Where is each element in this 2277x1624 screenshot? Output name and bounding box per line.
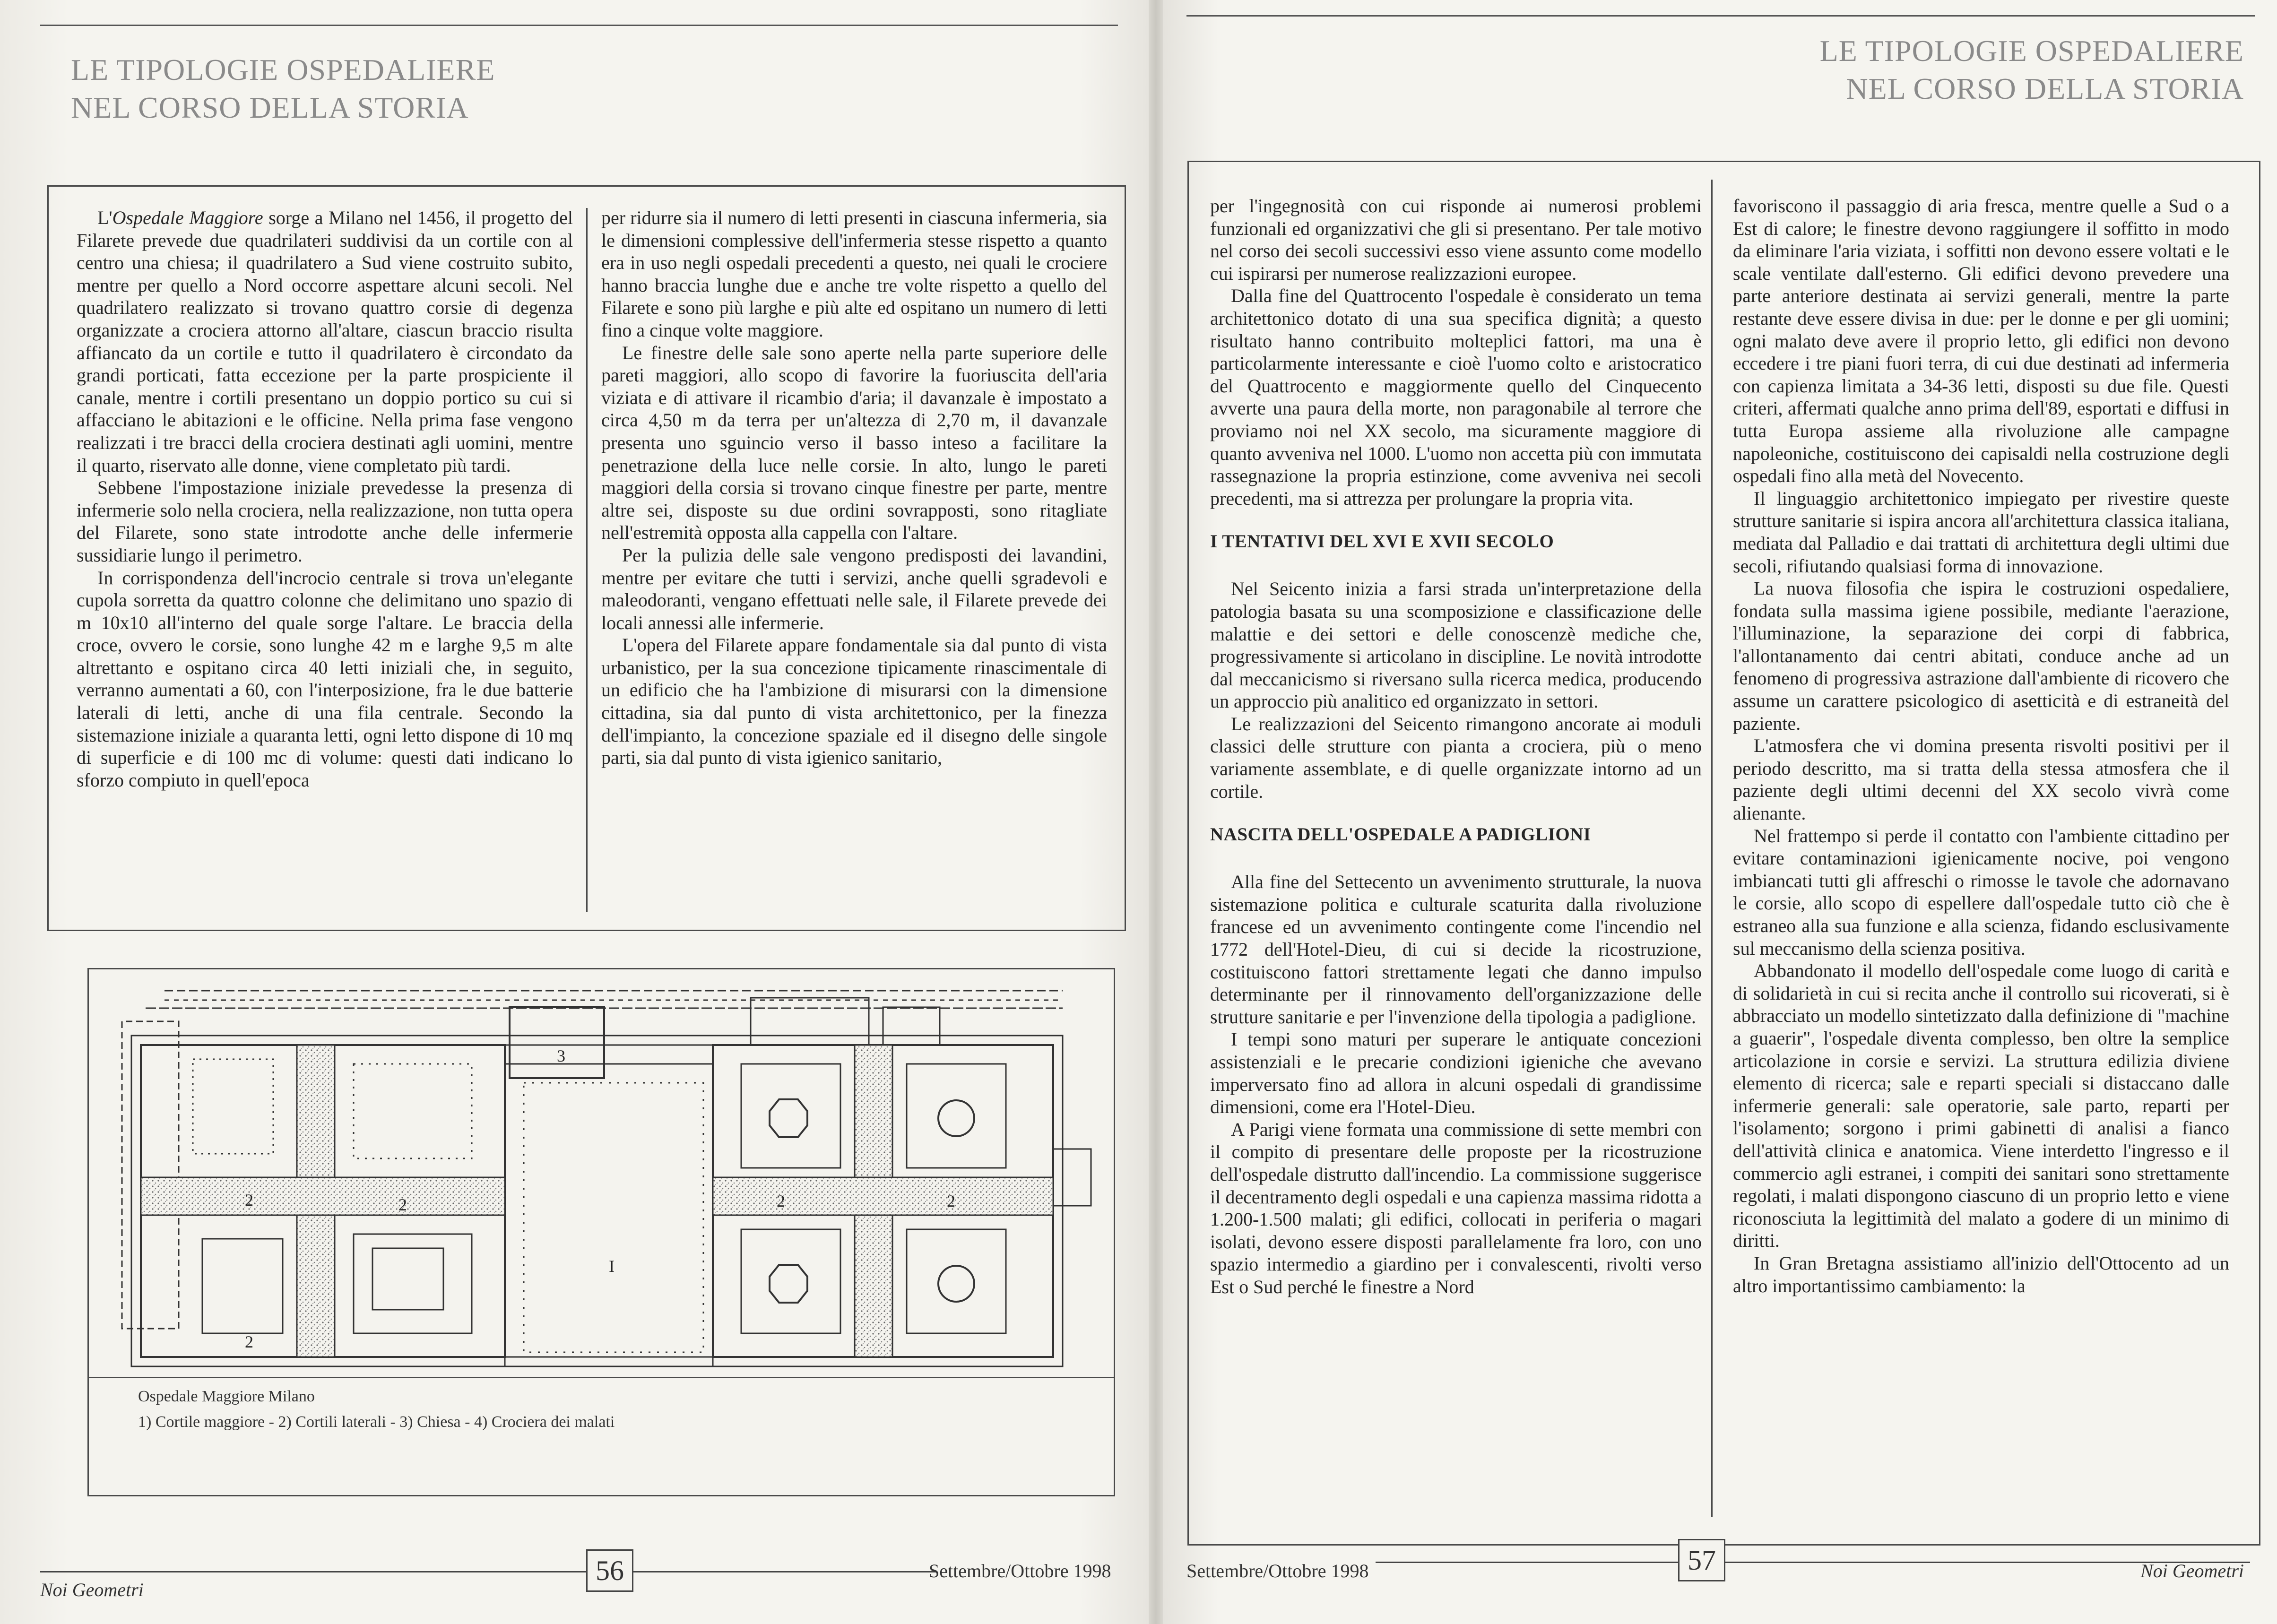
label-2-courtyard: 2 — [398, 1195, 407, 1214]
paragraph: A Parigi viene formata una commissione di sette membri con il compito di presentare delle proposte per la ricostruzione dell'ospedale distrutto dall'incendio. La commissione suggerisce il decentramento degli ospedali e una capienza massima ridotta a 1.200-1.500 malati; gli edifici, collocati in periferia o magari isolati, devono essere disposti parallelamente fra loro, con uno spazio intermedio a giardino per i convalescenti, rivolti verso Est o Sud perché le finestre a Nord — [1210, 1118, 1702, 1297]
paragraph: per l'ingegnosità con cui risponde ai numerosi problemi funzionali ed organizzativi che gli si presentano. Per tale motivo nel corso dei secoli successivi esso viene assunto come modello cui ispirarsi per numerose realizzazioni europee. — [1210, 195, 1702, 284]
label-2-courtyard: 2 — [777, 1192, 785, 1210]
paragraph: Alla fine del Settecento un avvenimento strutturale, la nuova sistemazione politica e culturale scaturita dalla rivoluzione francese ed un avvenimento contingente come l'incendio nel 1772 dell'Hotel-Dieu, di cui si decide la ricostruzione, costituiscono fattori strettamente legati che danno impulso determinante per il rinnovamento dell'organizzazione delle strutture sanitarie e per l'invenzione della tipologia a padiglione. — [1210, 871, 1702, 1028]
magazine-name: Noi Geometri — [2140, 1560, 2244, 1581]
ospedale-maggiore-title: Ospedale Maggiore — [112, 207, 263, 228]
footer-rule — [633, 1571, 936, 1572]
paragraph: Dalla fine del Quattrocento l'ospedale è considerato un tema architettonico dotato di una sua specifica dignità; a questo risultato hanno contribuito molteplici fattori, ma una è particolarmente interessante e cioè l'uomo colto e aristocratico del Quattrocento e maggiormente quello del Cinquecento avverte una paura della morte, non paragonabile al terrore che proviamo noi nel XX secolo, ma sicuramente maggiore di quanto avveniva nel 1000. L'uomo non accetta più con immutata rassegnazione la propria estinzione, come avveniva nei secoli precedenti, ma si attrezza per prolungare la propria vita. — [1210, 285, 1702, 509]
paragraph: Sebbene l'impostazione iniziale prevedesse la presenza di infermerie solo nella crociera, nella realizzazione, non tutta opera del Filarete, sono state introdotte anche delle infermerie sussidiarie lungo il perimetro. — [77, 477, 573, 566]
label-2-courtyard: 2 — [947, 1192, 955, 1210]
footer-rule — [40, 1571, 586, 1572]
paragraph: I tempi sono maturi per superare le antiquate concezioni assistenziali e le precarie condizioni igieniche che avevano imperversato fino ad allora in alcuni ospedali di grandissime dimensioni, come era l'Hotel-Dieu. — [1210, 1028, 1702, 1118]
top-rule — [1186, 15, 2255, 17]
page-number: 56 — [586, 1549, 633, 1592]
paragraph: Il linguaggio architettonico impiegato per rivestire queste strutture sanitarie si ispira ancora all'architettura classica italiana, mediata dal Palladio e dai trattati di architettura degli ultimi due secoli, rifiutando qualsiasi forma di innovazione. — [1733, 487, 2229, 577]
issue-date: Settembre/Ottobre 1998 — [1186, 1560, 1369, 1581]
paragraph: La nuova filosofia che ispira le costruzioni ospedaliere, fondata sulla massima igiene possibile, mediante l'aerazione, l'illuminazione, la separazione dei corpi di fabbrica, l'allontanamento dai centri abitati, conduce anche ad un fenomeno di progressiva astrazione dall'ambiente di ricovero che assume un carattere psicologico di asetticità e di estraneità del paziente. — [1733, 578, 2229, 734]
top-rule — [40, 25, 1118, 26]
paragraph: In corrispondenza dell'incrocio centrale si trova un'elegante cupola sorretta da quattro colonne che delimitano uno spazio di m 10x10 all'interno del quale sorge l'altare. Le braccia della croce, ovvero le corsie, sono lunghe 42 m e larghe 9,5 m alte altrettanto e ospitano circa 40 letti iniziali che, in seguito, verranno aumentati a 60, con l'interposizione, fra le due batterie laterali di letti, anche di una fila centrale. Secondo la sistemazione iniziale a quaranta letti, ogni letto dispone di 10 mq di superficie e di 100 mc di volume: questi dati indicano lo sforzo compiuto in quell'epoca — [77, 567, 573, 791]
label-1-main-courtyard: I — [609, 1257, 615, 1276]
left-column-1 — [77, 207, 573, 791]
figure-caption-title: Ospedale Maggiore Milano — [138, 1388, 315, 1405]
paragraph: Abbandonato il modello dell'ospedale come luogo di carità e di solidarietà in cui si recita anche il controllo sui ricoverati, si è abbracciato un modello sintetizzato dalla definizione di "machine a guaerir", l'ospedale diventa complesso, ben oltre la semplice articolazione in corsie e servizi. La struttura edilizia diviene elemento di ricerca; sale e reparti speciali si distaccano dalle infermerie generali: sale operatorie, sale parto, reparti per l'isolamento; sorgono i primi gabinetti di analisi a fianco dell'attività clinica e anatomica. Viene interdetto l'ingresso e il commercio agli estranei, i compiti dei sanitari sono strettamente regolati, i malati dispongono ciascuno di un proprio letto e viene riconosciuta la legittimità del malato a godere di un minimo di diritti. — [1733, 960, 2229, 1252]
paragraph: Per la pulizia delle sale vengono predisposti dei lavandini, mentre per evitare che tutti i servizi, anche quelli sgradevoli e maleodoranti, vengano effettuati nelle sale, il Filarete prevede dei locali annessi alle infermerie. — [601, 544, 1107, 633]
section-title — [71, 51, 495, 127]
paragraph: L'Ospedale Maggiore sorge a Milano nel 1456, il progetto del Filarete prevede due quadrilateri suddivisi da un cortile con al centro una chiesa; il quadrilatero a Sud viene costruito subito, mentre per quello a Nord occorre aspettare alcuni secoli. Nel quadrilatero realizzato si trovano quattro corsie di degenza organizzate a crociera attorno all'altare, ciascun braccio risulta affiancato da un cortile e tutto il quadrilatero è circondato da grandi porticati, fatta eccezione per la parte prospiciente il canale, mentre i cortili presentano un doppio portico su cui si affacciano le abitazioni e le officine. Nella prima fase vengono realizzati i tre bracci della crociera destinati agli uomini, mentre il quarto, riservato alle donne, viene completato più tardi. — [77, 207, 573, 476]
section-title-line2: NEL CORSO DELLA STORIA — [71, 91, 469, 124]
section-title-line1: LE TIPOLOGIE OSPEDALIERE — [71, 53, 495, 86]
section-heading-tentativi: I TENTATIVI DEL XVI E XVII SECOLO — [1210, 531, 1554, 552]
label-2-courtyard: 2 — [245, 1191, 253, 1209]
label-2-courtyard: 2 — [245, 1332, 253, 1351]
paragraph: Le finestre delle sale sono aperte nella parte superiore delle pareti maggiori, allo scopo di favorire la fuoriuscita dell'aria viziata e di attivare il ricambio d'aria; il davanzale è impostato a circa 4,50 m da terra per un'altezza di 2,70 m, il davanzale presenta uno sguincio verso il basso inteso a facilitare la penetrazione della luce nelle corsie. In alto, lungo le pareti maggiori della corsia si trovano cinque finestre per parte, mentre altre sei, disposte su due ordini sovrapposti, sono ritagliate nell'estremità opposta alla cappella con l'altare. — [601, 342, 1107, 544]
figure-caption-legend: 1) Cortile maggiore - 2) Cortili laterali - 3) Chiesa - 4) Crociera dei malati — [138, 1413, 615, 1431]
section-title — [1820, 32, 2244, 108]
paragraph: per ridurre sia il numero di letti presenti in ciascuna infermeria, sia le dimensioni complessive dell'infermeria stesse rispetto a quanto era in uso negli ospedali precedenti a questo, nei quali le crociere hanno braccia lunghe due e anche tre volte rispetto a quello del Filarete e sono più larghe e più alte ed ospitano un numero di letti fino a cinque volte maggiore. — [601, 207, 1107, 341]
paragraph: L'atmosfera che vi domina presenta risvolti positivi per il periodo descritto, ma si tratta della stessa atmosfera che il paziente degli ultimi decenni del XX secolo vivrà come alienante. — [1733, 735, 2229, 824]
paragraph: In Gran Bretagna assistiamo all'inizio dell'Ottocento ad un altro importantissimo cambiamento: la — [1733, 1252, 2229, 1296]
footer-rule — [1376, 1562, 1678, 1563]
column-rule — [586, 208, 588, 912]
magazine-name: Noi Geometri — [40, 1579, 144, 1600]
book-gutter — [1149, 0, 1163, 1624]
figure-caption — [138, 1384, 615, 1435]
paragraph: Le realizzazioni del Seicento rimangono ancorate ai moduli classici delle strutture con pianta a crociera, più o meno variamente assemblate, e di quelle organizzate intorno ad un cortile. — [1210, 713, 1702, 802]
page-number: 57 — [1678, 1539, 1725, 1581]
paragraph: Nel frattempo si perde il contatto con l'ambiente cittadino per evitare contaminazioni igienicamente nocive, poi vengono imbiancati tutti gli affreschi o rimosse le tavole che adornavano le corsie, allo scopo di espellere dall'ospedale tutto ciò che è estraneo alla sua funzione e alla scienza, fidando esclusivamente sul meccanismo della scienza positiva. — [1733, 825, 2229, 959]
section-heading-padiglioni: NASCITA DELL'OSPEDALE A PADIGLIONI — [1210, 824, 1591, 845]
column-rule — [1711, 180, 1713, 1517]
section-title-line2: NEL CORSO DELLA STORIA — [1846, 72, 2244, 105]
paragraph: L'opera del Filarete appare fondamentale sia dal punto di vista urbanistico, per la sua concezione tipicamente rinascimentale di un edificio che ha l'ambizione di misurarsi con la dimensione cittadina, sia dal punto di vista architettonico, per la finezza dell'impianto, la concezione spaziale ed il disegno delle singole parti, sia dal punto di vista igienico sanitario, — [601, 634, 1107, 769]
paragraph: favoriscono il passaggio di aria fresca, mentre quelle a Sud o a Est di calore; le finestre devono raggiungere il soffitto in modo da eliminare l'aria viziata, i soffitti non devono essere voltati e le scale ventilate dall'esterno. Gli edifici devono prevedere una parte anteriore destinata ai servizi generali, mentre la parte restante deve essere divisa in due: per le donne e per gli uomini; ogni malato deve avere il proprio letto, gli edifici non devono eccedere i tre piani fuori terra, di cui due destinati ad infermeria con capienza limitata a 34-36 letti, disposti su due file. Questi criteri, affermati qualche anno prima dell'89, esportati e diffusi in tutta Europa assieme alla rivoluzione alle campagne napoleoniche, costituiscono dei capisaldi nella costruzione degli ospedali fino alla metà del Novecento. — [1733, 195, 2229, 487]
section-title-line1: LE TIPOLOGIE OSPEDALIERE — [1819, 34, 2244, 68]
left-column-2 — [601, 207, 1107, 769]
right-column-1 — [1210, 195, 1702, 1298]
right-column-2 — [1733, 195, 2229, 1297]
label-3-church: 3 — [557, 1046, 565, 1065]
right-page — [1163, 0, 2277, 1624]
issue-date: Settembre/Ottobre 1998 — [929, 1560, 1111, 1581]
figure-divider — [89, 1377, 1114, 1378]
paragraph: Nel Seicento inizia a farsi strada un'interpretazione della patologia basata su una scomposizione e classificazione delle malattie e dei settori e delle conoscenzè mediche che, progressivamente si articolano in discipline. Le novità introdotte dal meccanicismo si riversano sulla ricerca medica, producendo un approccio più analitico ed organizzato in settori. — [1210, 578, 1702, 712]
